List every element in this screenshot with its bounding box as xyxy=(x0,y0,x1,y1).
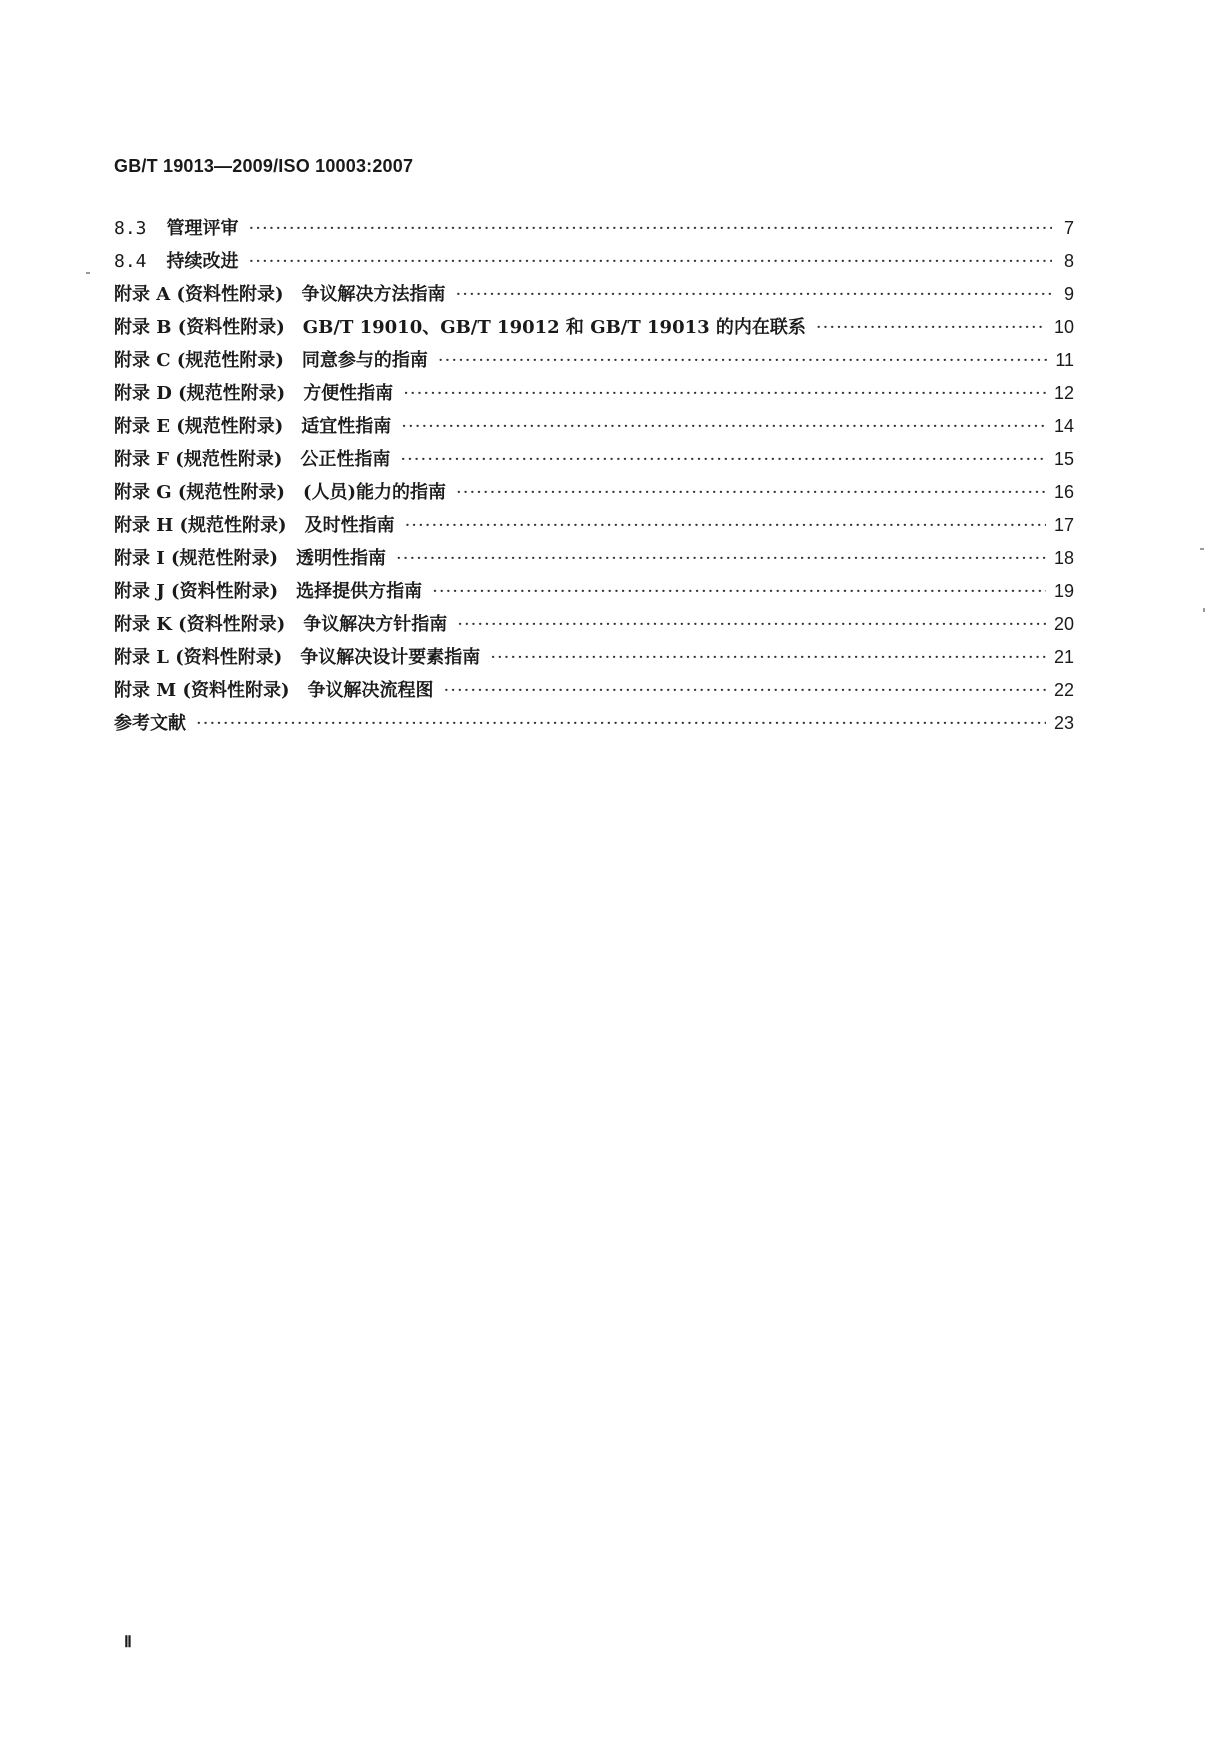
toc-leader-dots xyxy=(456,476,1046,509)
scan-speck xyxy=(1203,608,1205,612)
toc-leader-dots xyxy=(438,344,1047,377)
toc-annex-label: 附录 I (规范性附录) xyxy=(114,548,278,569)
toc-annex-label: 附录 F (规范性附录) xyxy=(114,449,283,470)
toc-entry-title: 争议解决方针指南 xyxy=(303,614,448,635)
toc-entry-annex-i[interactable] xyxy=(114,542,1074,575)
toc-page-number: 9 xyxy=(1063,284,1074,304)
toc-entry-label xyxy=(114,344,428,377)
toc-entry-label xyxy=(114,278,446,311)
toc-entry-label xyxy=(114,509,395,542)
toc-entry-title: 参考文献 xyxy=(114,713,186,734)
toc-entry-title: 及时性指南 xyxy=(304,515,395,536)
toc-page-number: 10 xyxy=(1053,317,1074,337)
toc-entry-title: 争议解决方法指南 xyxy=(301,284,446,305)
toc-leader-dots xyxy=(432,575,1046,608)
scan-speck xyxy=(86,272,90,274)
toc-entry-label xyxy=(114,641,480,674)
toc-leader-dots xyxy=(456,278,1052,311)
toc-entry-title: 管理评审 xyxy=(166,218,239,239)
toc-entry-annex-c[interactable] xyxy=(114,344,1074,377)
toc-leader-dots xyxy=(249,212,1052,245)
toc-annex-label: 附录 A (资料性附录) xyxy=(114,284,284,305)
toc-entry-title: 同意参与的指南 xyxy=(301,350,428,371)
toc-page-number: 15 xyxy=(1053,449,1074,469)
toc-annex-label: 附录 L (资料性附录) xyxy=(114,647,283,668)
toc-entry-title: 争议解决流程图 xyxy=(307,680,434,701)
toc-entry-title: 透明性指南 xyxy=(296,548,386,569)
standard-code-header: GB/T 19013—2009/ISO 10003:2007 xyxy=(114,156,414,176)
toc-leader-dots xyxy=(816,311,1046,344)
toc-leader-dots xyxy=(444,674,1046,707)
toc-section-number: 8.3 xyxy=(114,218,147,239)
toc-page-number: 21 xyxy=(1053,647,1074,667)
toc-leader-dots xyxy=(457,608,1046,641)
toc-annex-label: 附录 M (资料性附录) xyxy=(114,680,290,701)
toc-entry-title: 公正性指南 xyxy=(300,449,391,470)
toc-entry-title: 持续改进 xyxy=(166,251,239,272)
toc-entry-label xyxy=(114,377,393,410)
scan-speck xyxy=(1200,548,1204,550)
toc-annex-label: 附录 E (规范性附录) xyxy=(114,416,284,437)
toc-entry-annex-b[interactable] xyxy=(114,311,1074,344)
toc-annex-label: 附录 D (规范性附录) xyxy=(114,383,286,404)
toc-page-number: 12 xyxy=(1053,383,1074,403)
toc-annex-label: 附录 C (规范性附录) xyxy=(114,350,284,371)
toc-entry-annex-k[interactable] xyxy=(114,608,1074,641)
table-of-contents xyxy=(114,212,1074,740)
toc-entry-label xyxy=(114,608,447,641)
toc-entry-label xyxy=(114,311,806,344)
toc-leader-dots xyxy=(196,707,1046,740)
toc-entry-label xyxy=(114,542,386,575)
toc-entry-title: GB/T 19010、GB/T 19012 和 GB/T 19013 的内在联系 xyxy=(302,317,806,338)
toc-entry-8-4[interactable] xyxy=(114,245,1074,278)
toc-entry-annex-j[interactable] xyxy=(114,575,1074,608)
toc-entry-label xyxy=(114,245,239,278)
toc-entry-annex-f[interactable] xyxy=(114,443,1074,476)
toc-entry-title: (人员)能力的指南 xyxy=(302,482,446,503)
toc-annex-label: 附录 G (规范性附录) xyxy=(114,482,285,503)
toc-page-number: 11 xyxy=(1055,350,1074,370)
toc-entry-annex-g[interactable] xyxy=(114,476,1074,509)
toc-leader-dots xyxy=(403,377,1046,410)
toc-page-number: 8 xyxy=(1063,251,1074,271)
toc-entry-title: 争议解决设计要素指南 xyxy=(300,647,481,668)
toc-entry-title: 方便性指南 xyxy=(303,383,394,404)
toc-leader-dots xyxy=(401,410,1046,443)
toc-page-number: 16 xyxy=(1053,482,1074,502)
toc-page-number: 17 xyxy=(1053,515,1074,535)
toc-page-number: 7 xyxy=(1063,218,1074,238)
toc-entry-title: 选择提供方指南 xyxy=(296,581,423,602)
toc-entry-annex-a[interactable] xyxy=(114,278,1074,311)
toc-page-number: 18 xyxy=(1053,548,1074,568)
toc-entry-label xyxy=(114,212,239,245)
toc-page-number: 22 xyxy=(1053,680,1074,700)
toc-entry-label xyxy=(114,674,434,707)
toc-section-number: 8.4 xyxy=(114,251,147,272)
toc-page-number: 23 xyxy=(1053,713,1074,733)
toc-entry-label xyxy=(114,575,422,608)
toc-entry-annex-l[interactable] xyxy=(114,641,1074,674)
toc-entry-annex-m[interactable] xyxy=(114,674,1074,707)
page-numeral: Ⅱ xyxy=(124,1634,132,1651)
toc-leader-dots xyxy=(405,509,1046,542)
toc-page-number: 14 xyxy=(1053,416,1074,436)
toc-entry-8-3[interactable] xyxy=(114,212,1074,245)
toc-leader-dots xyxy=(490,641,1046,674)
toc-entry-label xyxy=(114,707,186,740)
toc-leader-dots xyxy=(396,542,1046,575)
toc-page-number: 19 xyxy=(1053,581,1074,601)
toc-annex-label: 附录 J (资料性附录) xyxy=(114,581,279,602)
toc-entry-label xyxy=(114,476,446,509)
toc-entry-label xyxy=(114,410,391,443)
toc-leader-dots xyxy=(249,245,1052,278)
toc-entry-annex-h[interactable] xyxy=(114,509,1074,542)
toc-annex-label: 附录 K (资料性附录) xyxy=(114,614,286,635)
toc-entry-references[interactable] xyxy=(114,707,1074,740)
toc-entry-label xyxy=(114,443,390,476)
toc-annex-label: 附录 H (规范性附录) xyxy=(114,515,287,536)
toc-entry-annex-d[interactable] xyxy=(114,377,1074,410)
toc-annex-label: 附录 B (资料性附录) xyxy=(114,317,285,338)
toc-entry-annex-e[interactable] xyxy=(114,410,1074,443)
toc-leader-dots xyxy=(400,443,1046,476)
toc-entry-title: 适宜性指南 xyxy=(301,416,392,437)
toc-page-number: 20 xyxy=(1053,614,1074,634)
